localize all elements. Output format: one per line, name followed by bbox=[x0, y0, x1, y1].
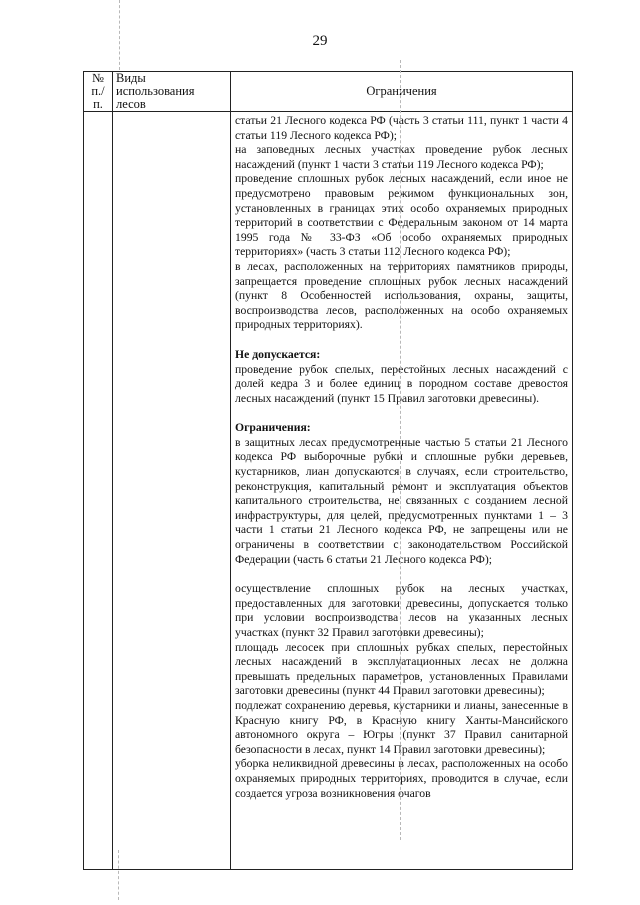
header-restrictions: Ограничения bbox=[231, 72, 573, 112]
cell-restrictions bbox=[231, 112, 573, 870]
restriction-paragraph: проведение сплошных рубок лесных насаждений, если иное не предусмотрено правовым режимом функциональных зон, установленных в границах этих особо охраняемых природных территорий в соответствии с Федеральным законом от 14 марта 1995 года № 33-ФЗ «Об особо охраняемых природных территориях» (часть 3 статьи 112 Лесного кодекса РФ); bbox=[235, 172, 568, 259]
limits-paragraph: осуществление сплошных рубок на лесных участках, предоставленных для заготовки древесины, допускается только при условии воспроизводства лесов на указанных лесных участках (пункт 32 Правил заготовки древесины); bbox=[235, 582, 568, 639]
not-allowed-heading: Не допускается: bbox=[235, 347, 321, 361]
paragraph-gap bbox=[235, 567, 568, 582]
restriction-paragraph: статьи 21 Лесного кодекса РФ (часть 3 статьи 111, пункт 1 части 4 статьи 119 Лесного кодекса РФ); bbox=[235, 114, 568, 142]
scan-fold-line bbox=[118, 850, 119, 900]
restrictions-table bbox=[83, 71, 573, 870]
cell-number bbox=[84, 112, 113, 870]
limits-paragraph: площадь лесосек при сплошных рубках спелых, перестойных лесных насаждений в эксплуатационных лесах не должна превышать предельных параметров, установленных Правилами заготовки древесины (пункт 44 Правил заготовки древесины); bbox=[235, 640, 568, 698]
not-allowed-paragraph: проведение рубок спелых, перестойных лесных насаждений с долей кедра 3 и более единиц в породном составе древостоя лесных насаждений (пункт 15 Правил заготовки древесины). bbox=[235, 362, 568, 405]
restriction-paragraph: в лесах, расположенных на территориях памятников природы, запрещается проведение сплошных рубок лесных насаждений (пункт 8 Особенностей использования, охраны, защиты, воспроизводства лесов, расположенных на особо охраняемых природных территориях). bbox=[235, 259, 568, 332]
header-use-type: Виды использования лесов bbox=[113, 72, 231, 112]
paragraph-gap bbox=[235, 406, 568, 421]
paragraph-gap bbox=[235, 333, 568, 348]
scan-fold-line bbox=[119, 0, 120, 70]
header-number: № п./п. bbox=[84, 72, 113, 112]
table-row bbox=[84, 112, 573, 870]
scan-fold-line bbox=[400, 60, 401, 840]
cell-use-type bbox=[113, 112, 231, 870]
limits-heading: Ограничения: bbox=[235, 421, 311, 435]
limits-paragraph: в защитных лесах предусмотренные частью 5 статьи 21 Лесного кодекса РФ выборочные рубки и сплошные рубки деревьев, кустарников, лиан допускаются в случаях, если строительство, реконструкция, капитальный ремонт и эксплуатация объектов капитального строительства, не связанных с созданием лесной инфраструктуры, для целей, предусмотренных пунктами 1 – 3 части 1 статьи 21 Лесного кодекса РФ, не запрещены или не ограничены в соответствии с законодательством Российской Федерации (часть 6 статьи 21 Лесного кодекса РФ); bbox=[235, 435, 568, 566]
limits-paragraph: уборка неликвидной древесины в лесах, расположенных на особо охраняемых природных территориях, проводится в случае, если создается угроза возникновения очагов bbox=[235, 757, 568, 800]
table-header-row bbox=[84, 72, 573, 112]
page-number: 29 bbox=[312, 33, 328, 49]
restriction-paragraph: на заповедных лесных участках проведение рубок лесных насаждений (пункт 1 части 3 статьи 119 Лесного кодекса РФ); bbox=[235, 143, 568, 171]
limits-paragraph: подлежат сохранению деревья, кустарники и лианы, занесенные в Красную книгу РФ, в Красную книгу Ханты-Мансийского автономного округа – Югры (пункт 37 Правил санитарной безопасности в лесах, пункт 14 Правил заготовки древесины); bbox=[235, 698, 568, 756]
